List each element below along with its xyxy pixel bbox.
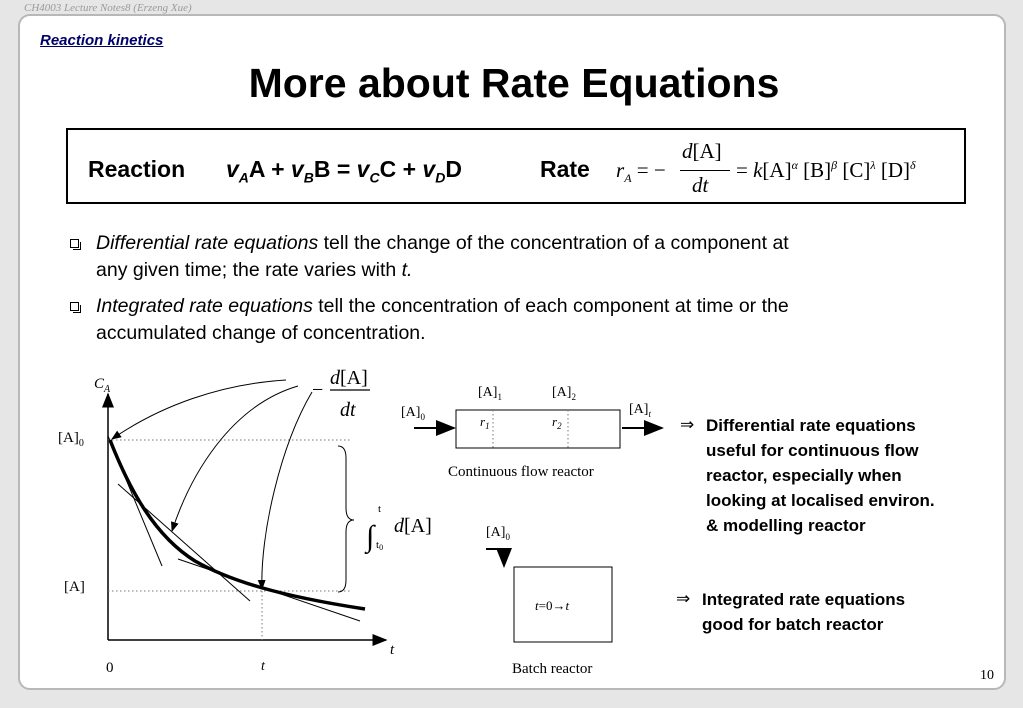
bullet-text: accumulated change of concentration. xyxy=(96,322,426,344)
decay-curve xyxy=(110,440,365,609)
flow-point1-label: $[A]_1$ xyxy=(478,385,502,402)
tangent-middle xyxy=(118,484,250,601)
derivative-numerator: d[A] xyxy=(330,367,368,389)
slide xyxy=(18,14,1006,690)
integral-brace xyxy=(338,446,354,592)
bullet-tail: t. xyxy=(401,259,413,281)
flow-reactor-caption: Continuous flow reactor xyxy=(448,464,594,480)
rate-arrow-3 xyxy=(262,392,312,589)
rate-arrow-2 xyxy=(172,386,298,531)
flow-rate2-label: $r_2$ xyxy=(552,414,562,431)
rate-law: = $k[A]^\alpha$ $[B]^\beta$ $[C]^\lambda$ $[D]^\delta$ xyxy=(736,158,916,182)
integral-sign: ∫ xyxy=(366,520,375,553)
integrated-note xyxy=(676,587,996,637)
x-axis-label: t xyxy=(390,642,395,658)
note-line: good for batch reactor xyxy=(702,615,884,634)
integral-expression: d[A] xyxy=(394,515,432,537)
minus-sign: − xyxy=(312,379,324,401)
note-line: looking at localised environ. xyxy=(706,491,935,510)
bullet-text: tell the concentration of each component at time or the xyxy=(312,295,789,317)
y-axis-label: $C_A$ xyxy=(94,376,111,395)
differential-note xyxy=(680,413,1000,538)
bullet-text: tell the change of the concentration of a component at xyxy=(318,232,789,254)
derivative-denominator: dt xyxy=(340,399,356,421)
initial-concentration-label: $[A]_0$ xyxy=(58,430,84,449)
implies-arrow-icon: ⇒ xyxy=(680,415,695,435)
note-line: & modelling reactor xyxy=(706,516,866,535)
batch-reactor-caption: Batch reactor xyxy=(512,661,593,677)
batch-time-range: t=0→t xyxy=(535,598,570,613)
rate-symbol: $r_A$ = − xyxy=(616,158,666,186)
note-line: Integrated rate equations xyxy=(702,590,906,609)
flow-point2-label: $[A]_2$ xyxy=(552,385,576,402)
batch-inlet-arrow xyxy=(486,549,504,566)
flow-rate1-label: $r_1$ xyxy=(480,414,490,431)
integral-lower-limit: t0 xyxy=(376,539,384,552)
batch-inlet-label: $[A]_0$ xyxy=(486,525,510,542)
section-label: Reaction kinetics xyxy=(40,32,164,49)
bullet-emphasis: Integrated rate equations xyxy=(96,295,313,317)
rate-label: Rate xyxy=(540,156,590,182)
flow-outlet-label: $[A]_t$ xyxy=(629,402,651,419)
bullet-emphasis: Differential rate equations xyxy=(96,232,319,254)
page-title: More about Rate Equations xyxy=(248,60,780,106)
reaction-label: Reaction xyxy=(88,156,186,182)
concentration-label: [A] xyxy=(64,579,85,595)
page-number: 10 xyxy=(980,668,994,683)
rate-numerator: d[A] xyxy=(682,139,722,163)
tangent-late xyxy=(178,559,360,621)
rate-arrow-1 xyxy=(112,380,286,439)
note-line: useful for continuous flow xyxy=(706,441,919,460)
header-note: CH4003 Lecture Notes8 (Erzeng Xue) xyxy=(24,2,192,14)
implies-arrow-icon: ⇒ xyxy=(676,589,691,609)
time-mark-label: t xyxy=(261,659,265,674)
flow-inlet-label: $[A]_0$ xyxy=(401,405,425,422)
note-line: Differential rate equations xyxy=(706,416,916,435)
rate-denominator: dt xyxy=(692,173,709,197)
integral-upper-limit: t xyxy=(378,503,382,515)
tangent-initial xyxy=(108,436,162,566)
reaction-formula: $v_AA + v_BB = v_CC + v_DD$ xyxy=(226,156,462,186)
note-line: reactor, especially when xyxy=(706,466,902,485)
origin-label: 0 xyxy=(106,660,114,676)
bullet-text: any given time; the rate varies with xyxy=(96,259,402,281)
